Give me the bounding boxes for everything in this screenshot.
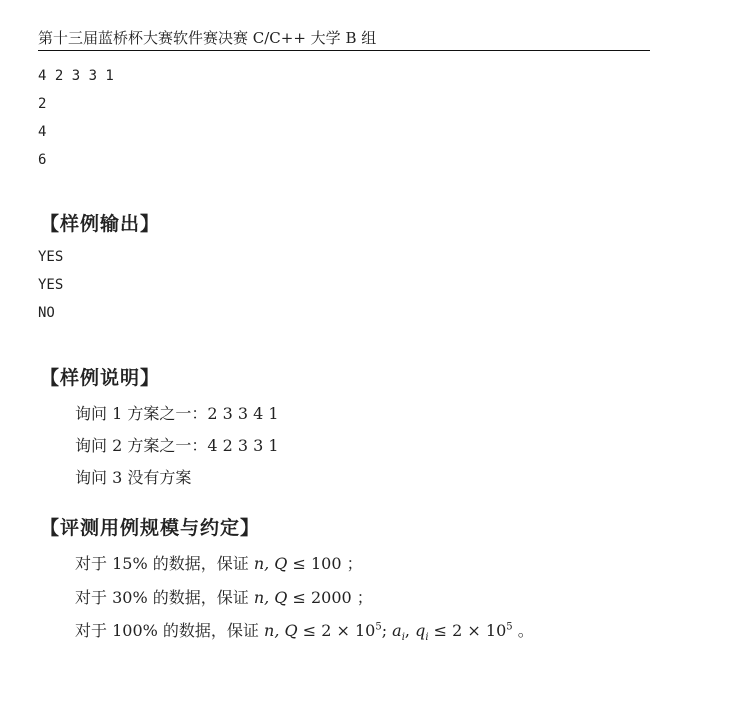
separator: ; xyxy=(381,621,393,640)
period: 。 xyxy=(512,621,534,640)
input-line: 2 xyxy=(38,96,47,112)
constraint-vars: n, Q xyxy=(253,588,288,607)
constraint-line-2 xyxy=(75,585,373,608)
output-line: YES xyxy=(38,277,64,293)
constraint-bound: ≤ 2000 ； xyxy=(287,588,373,607)
sample-explanation-title: 【样例说明】 xyxy=(40,367,161,389)
output-line: YES xyxy=(38,249,64,265)
page-header: 第十三届蓝桥杯大赛软件赛决赛 C/C++ 大学 B 组 xyxy=(38,28,650,51)
constraints-title: 【评测用例规模与约定】 xyxy=(40,517,261,539)
constraint-line-1 xyxy=(75,551,363,574)
exponent: 5 xyxy=(506,621,513,633)
constraint-bound: ≤ 2 × 10 xyxy=(428,621,507,640)
constraint-bound: ≤ 2 × 10 xyxy=(297,621,376,640)
input-line: 6 xyxy=(38,152,47,168)
constraint-line-3 xyxy=(75,618,534,644)
output-line: NO xyxy=(38,305,55,321)
exponent: 5 xyxy=(375,621,382,633)
input-line: 4 xyxy=(38,124,47,140)
constraint-text: 对于 15% 的数据，保证 xyxy=(75,554,254,573)
sample-output-title: 【样例输出】 xyxy=(40,213,161,235)
constraint-bound: ≤ 100 ； xyxy=(287,554,363,573)
separator: , xyxy=(404,621,416,640)
var-a: a xyxy=(392,621,402,640)
explanation-line: 询问 1 方案之一：2 3 3 4 1 xyxy=(75,404,279,423)
constraint-vars: n, Q xyxy=(264,621,298,640)
subscript: i xyxy=(425,632,429,644)
explanation-line: 询问 2 方案之一：4 2 3 3 1 xyxy=(75,436,279,455)
constraint-text: 对于 30% 的数据，保证 xyxy=(75,588,254,607)
constraint-vars: n, Q xyxy=(253,554,288,573)
var-q: q xyxy=(415,621,426,640)
explanation-line: 询问 3 没有方案 xyxy=(75,468,192,487)
input-line: 4 2 3 3 1 xyxy=(38,68,114,84)
constraint-text: 对于 100% 的数据，保证 xyxy=(75,621,265,640)
subscript: i xyxy=(401,632,405,644)
